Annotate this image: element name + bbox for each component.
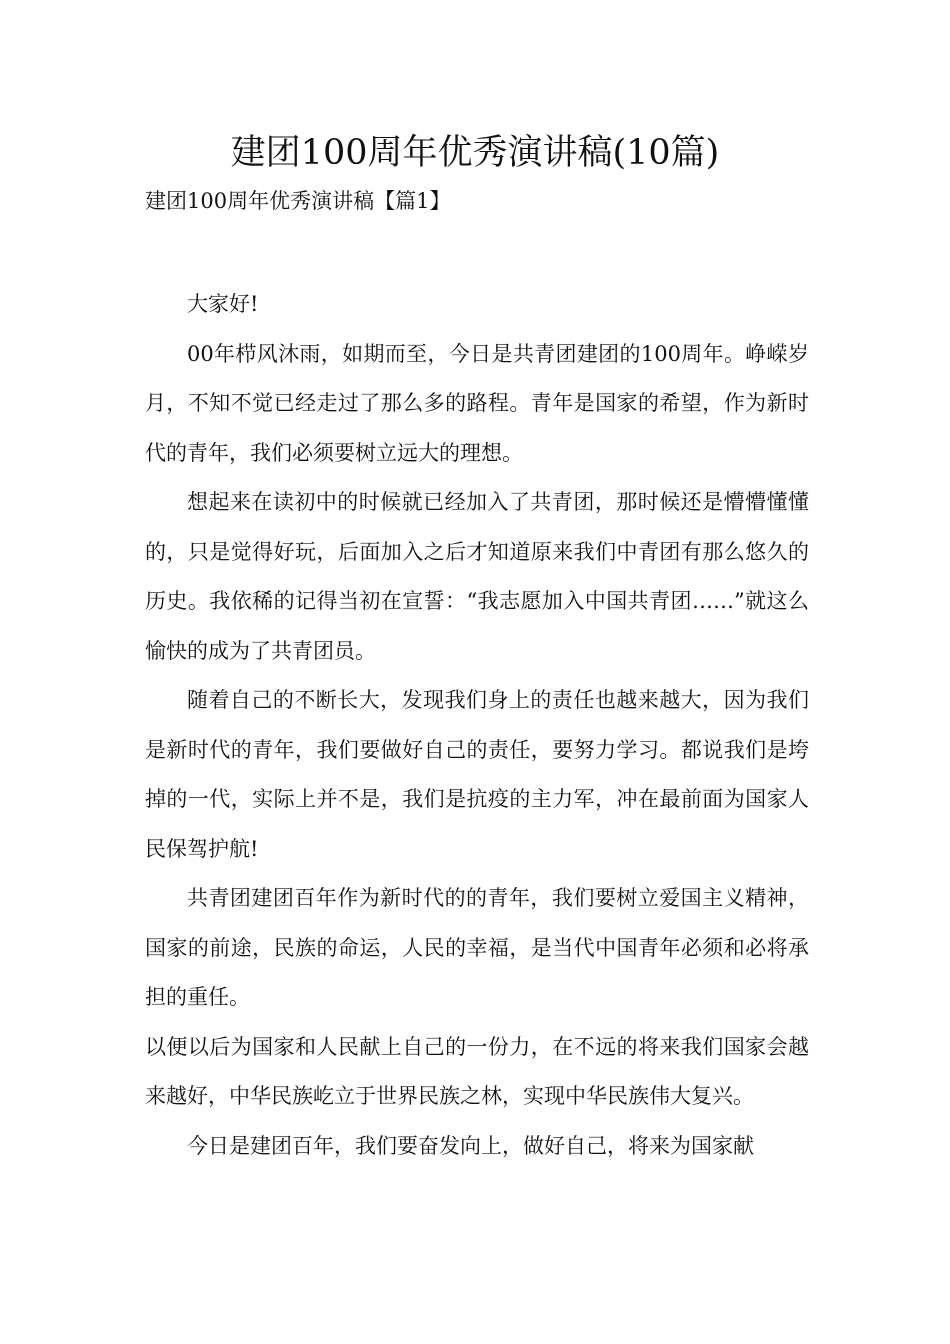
paragraph: 随着自己的不断长大，发现我们身上的责任也越来越大，因为我们是新时代的青年，我们要做好自己的责任，要努力学习。都说我们是垮掉的一代，实际上并不是，我们是抗疫的主力军，冲在最前面为国家人民保驾护航! bbox=[145, 688, 809, 861]
paragraph: 共青团建团百年作为新时代的的青年，我们要树立爱国主义精神，国家的前途，民族的命运，人民的幸福，是当代中国青年必须和必将承担的重任。 bbox=[145, 886, 809, 1009]
paragraph: 00年栉风沐雨，如期而至，今日是共青团建团的100周年。峥嵘岁月，不知不觉已经走过了那么多的路程。青年是国家的希望，作为新时代的青年，我们必须要树立远大的理想。 bbox=[145, 341, 809, 465]
document-body bbox=[145, 280, 809, 1171]
paragraph: 想起来在读初中的时候就已经加入了共青团，那时候还是懵懵懂懂的，只是觉得好玩，后面加入之后才知道原来我们中青团有那么悠久的历史。我依稀的记得当初在宣誓：“我志愿加入中国共青团……”就这么愉快的成为了共青团员。 bbox=[145, 490, 809, 663]
document-title: 建团100周年优秀演讲稿(10篇) bbox=[230, 133, 720, 173]
paragraph: 以便以后为国家和人民献上自己的一份力，在不远的将来我们国家会越来越好，中华民族屹立于世界民族之林，实现中华民族伟大复兴。 bbox=[145, 1034, 809, 1108]
section-heading: 建团100周年优秀演讲稿【篇1】 bbox=[145, 189, 451, 213]
paragraph: 今日是建团百年，我们要奋发向上，做好自己，将来为国家献 bbox=[187, 1133, 754, 1158]
paragraph-greeting: 大家好! bbox=[187, 292, 259, 316]
